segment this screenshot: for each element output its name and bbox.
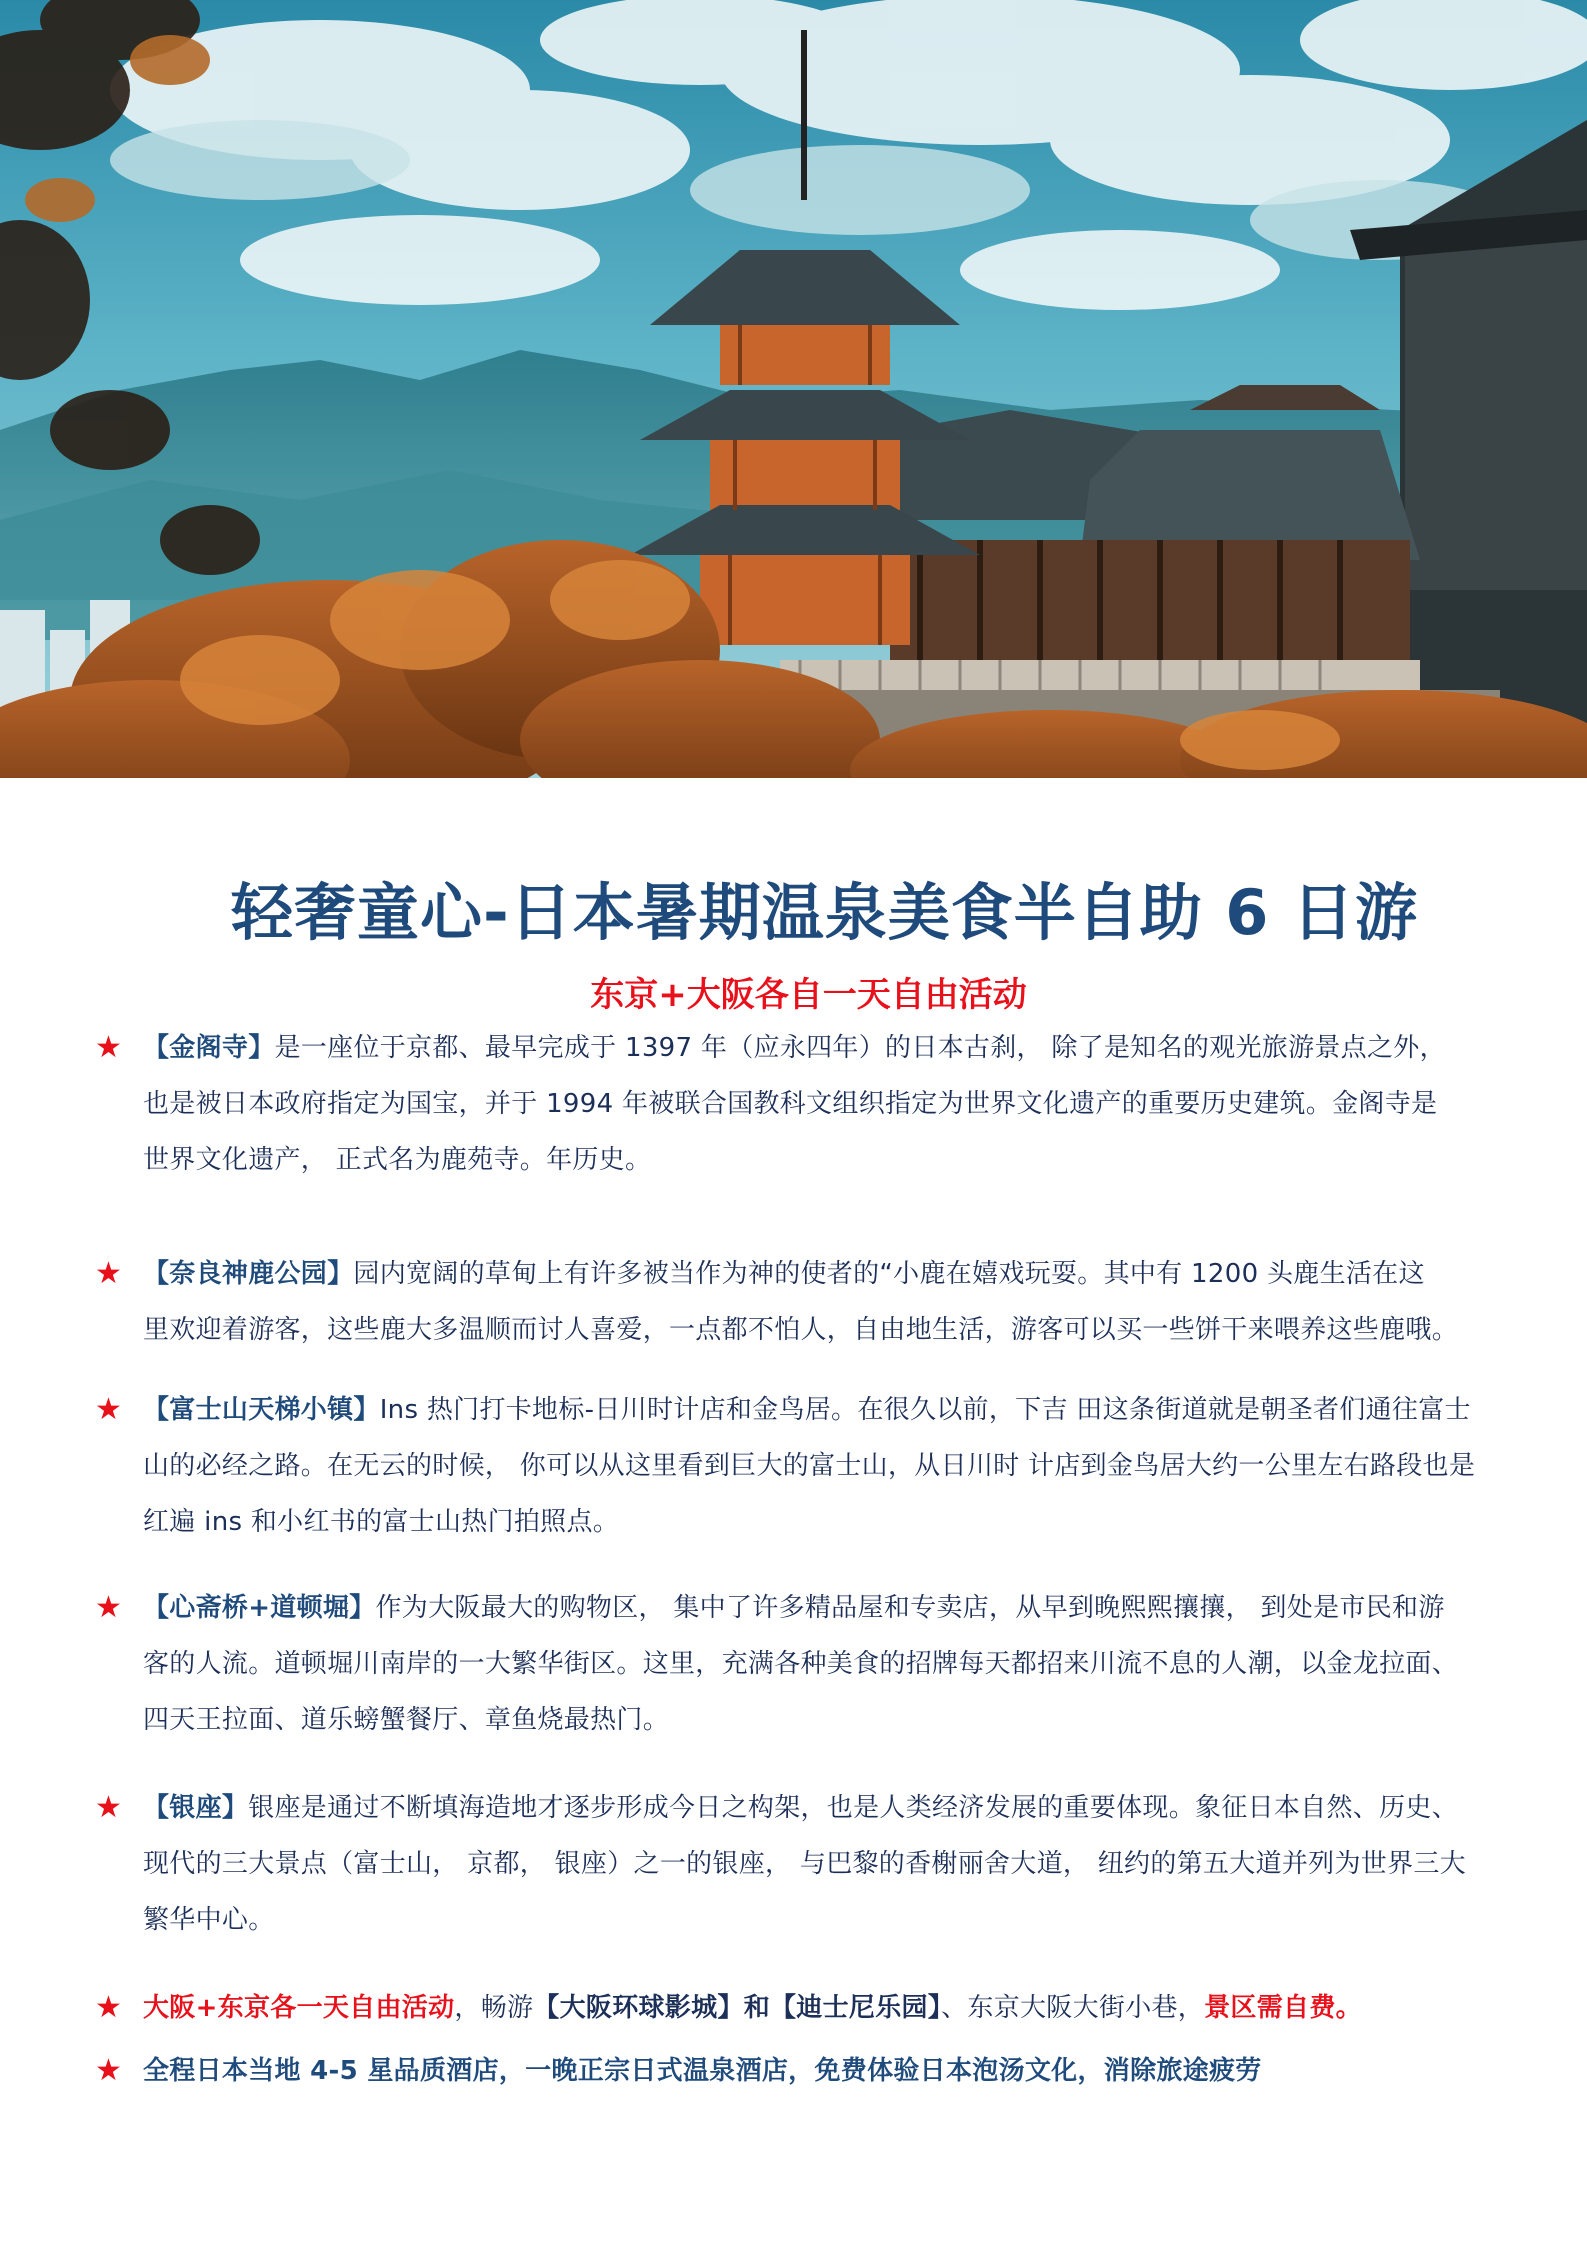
item-line: 园内宽阔的草甸上有许多被当作为神的使者的“小鹿在嬉戏玩耍。其中有 1200 头鹿生活在这 xyxy=(353,1259,1425,1289)
item-line: 里欢迎着游客，这些鹿大多温顺而讨人喜爱，一点都不怕人，自由地生活，游客可以买一些饼干来喂养这些鹿哦。 xyxy=(143,1315,1459,1345)
hero-photo xyxy=(0,0,1587,778)
list-item-kinkakuji xyxy=(95,1020,1515,1188)
item-heading: 【银座】 xyxy=(143,1793,249,1823)
star-icon: ★ xyxy=(95,1590,122,1625)
star-icon: ★ xyxy=(95,1790,122,1825)
item-heading: 【金阁寺】 xyxy=(143,1033,275,1063)
item-line: 山的必经之路。在无云的时候， 你可以从这里看到巨大的富士山，从日川时 计店到金鸟居大约一公里左右路段也是 xyxy=(143,1451,1476,1481)
item-line: 是一座位于京都、最早完成于 1397 年（应永四年）的日本古刹， 除了是知名的观光旅游景点之外， xyxy=(274,1033,1446,1063)
item-line: 作为大阪最大的购物区， 集中了许多精品屋和专卖店，从早到晚熙熙攘攘， 到处是市民和游 xyxy=(375,1593,1445,1623)
list-item-nara-park xyxy=(95,1246,1515,1358)
item-line: 四天王拉面、道乐螃蟹餐厅、章鱼烧最热门。 xyxy=(143,1705,670,1735)
page-subtitle: 东京+大阪各自一天自由活动 xyxy=(590,975,1027,1015)
item-line: 也是被日本政府指定为国宝，并于 1994 年被联合国教科文组织指定为世界文化遗产的重要历史建筑。金阁寺是 xyxy=(143,1089,1438,1119)
star-icon: ★ xyxy=(95,2053,122,2088)
free-day-fee-note: 景区需自费。 xyxy=(1204,1993,1362,2023)
free-day-parks: 【大阪环球影城】和【迪士尼乐园】 xyxy=(533,1993,942,2023)
list-item-fuji-town xyxy=(95,1382,1515,1550)
list-item-hotel xyxy=(95,2043,1515,2099)
free-day-highlight: 大阪+东京各一天自由活动 xyxy=(143,1993,455,2023)
item-line: Ins 热门打卡地标-日川时计店和金鸟居。在很久以前，下吉 田这条街道就是朝圣者们通往富士 xyxy=(379,1395,1471,1425)
item-heading: 【心斋桥+道顿堀】 xyxy=(143,1593,376,1623)
page-title: 轻奢童心-日本暑期温泉美食半自助 6 日游 xyxy=(230,876,1419,949)
item-heading: 【富士山天梯小镇】 xyxy=(143,1395,380,1425)
free-day-text: ，畅游 xyxy=(454,1993,534,2023)
item-line: 现代的三大景点（富士山， 京都， 银座）之一的银座， 与巴黎的香榭丽舍大道， 纽约的第五大道并列为世界三大 xyxy=(143,1849,1466,1879)
item-line: 客的人流。道顿堀川南岸的一大繁华街区。这里，充满各种美食的招牌每天都招来川流不息的人潮，以金龙拉面、 xyxy=(143,1649,1459,1679)
kyoto-temple-illustration xyxy=(0,0,1587,778)
hotel-text: 全程日本当地 4-5 星品质酒店，一晚正宗日式温泉酒店，免费体验日本泡汤文化，消除旅途疲劳 xyxy=(143,2056,1262,2086)
item-heading: 【奈良神鹿公园】 xyxy=(143,1259,354,1289)
item-line: 红遍 ins 和小红书的富士山热门拍照点。 xyxy=(143,1507,620,1537)
star-icon: ★ xyxy=(95,1392,122,1427)
list-item-free-day xyxy=(95,1980,1515,2036)
free-day-text: 、东京大阪大街小巷， xyxy=(941,1993,1205,2023)
item-line: 世界文化遗产， 正式名为鹿苑寺。年历史。 xyxy=(143,1145,652,1175)
star-icon: ★ xyxy=(95,1256,122,1291)
star-icon: ★ xyxy=(95,1030,122,1065)
item-line: 繁华中心。 xyxy=(143,1905,275,1935)
list-item-ginza xyxy=(95,1780,1515,1948)
star-icon: ★ xyxy=(95,1990,122,2025)
list-item-shinsaibashi xyxy=(95,1580,1515,1748)
item-line: 银座是通过不断填海造地才逐步形成今日之构架，也是人类经济发展的重要体现。象征日本自然、历史、 xyxy=(248,1793,1459,1823)
